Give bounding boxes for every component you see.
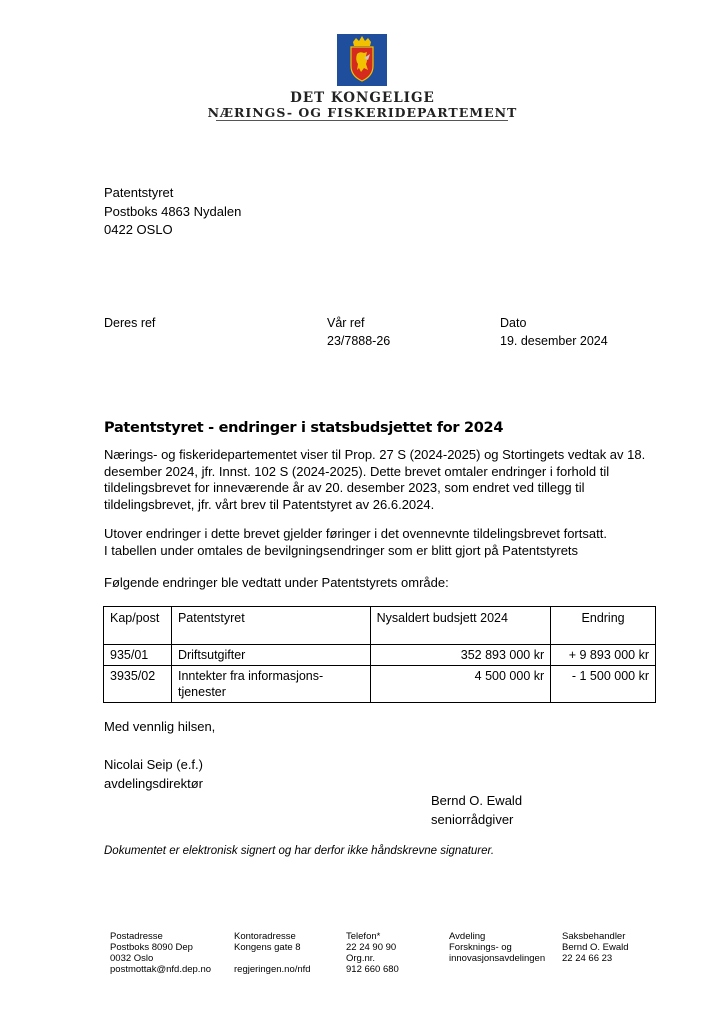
footer-phone-heading: Telefon* bbox=[346, 931, 381, 942]
coat-of-arms-icon bbox=[337, 34, 387, 86]
footer-email: postmottak@nfd.dep.no bbox=[110, 964, 212, 975]
footer-office-blank bbox=[234, 953, 311, 964]
department-line-2: NÆRINGS- OG FISKERIDEPARTEMENT bbox=[207, 105, 518, 120]
signer-2 bbox=[431, 792, 522, 829]
footer-department-heading: Avdeling bbox=[449, 931, 486, 942]
department-line-1: DET KONGELIGE bbox=[290, 90, 435, 106]
footer-office-heading: Kontoradresse bbox=[234, 931, 296, 942]
footer-office bbox=[234, 931, 311, 975]
footer-phone bbox=[346, 931, 399, 975]
signature-note: Dokumentet er elektronisk signert og har derfor ikke håndskrevne signaturer. bbox=[104, 845, 495, 857]
greeting: Med vennlig hilsen, bbox=[104, 719, 216, 734]
footer-case-officer bbox=[562, 931, 629, 964]
footer-phone-number: 22 24 90 90 bbox=[346, 942, 397, 953]
cell-kap-post: 935/01 bbox=[104, 645, 172, 666]
signer-1 bbox=[104, 756, 203, 793]
footer-department-line-2: innovasjonsavdelingen bbox=[449, 953, 546, 964]
col-header-patentstyret: Patentstyret bbox=[171, 607, 370, 645]
paragraph-2-line-1: Utover endringer i dette brevet gjelder føringer i det ovennevnte tildelingsbrevet fortsatt. bbox=[104, 526, 607, 541]
cell-change: + 9 893 000 kr bbox=[551, 645, 656, 666]
recipient-city: 0422 OSLO bbox=[104, 222, 173, 237]
recipient-street: Postboks 4863 Nydalen bbox=[104, 203, 242, 219]
signer-2-title: seniorrådgiver bbox=[431, 811, 514, 827]
cell-budget: 4 500 000 kr bbox=[370, 666, 551, 703]
cell-description: Inntekter fra informasjons-tjenester bbox=[171, 666, 370, 703]
footer-case-officer-name: Bernd O. Ewald bbox=[562, 942, 629, 953]
recipient-address bbox=[104, 184, 241, 240]
signer-1-name: Nicolai Seip (e.f.) bbox=[104, 757, 203, 772]
footer-website: regjeringen.no/nfd bbox=[234, 964, 311, 975]
footer-office-street: Kongens gate 8 bbox=[234, 942, 301, 953]
cell-kap-post: 3935/02 bbox=[104, 666, 172, 703]
letter-subject: Patentstyret - endringer i statsbudsjettet for 2024 bbox=[104, 420, 504, 436]
paragraph-2-line-2: I tabellen under omtales de bevilgningsendringer som er blitt gjort på Patentstyrets bbox=[104, 542, 579, 558]
col-header-endring: Endring bbox=[551, 607, 656, 645]
signer-2-name: Bernd O. Ewald bbox=[431, 793, 523, 808]
table-header-row bbox=[104, 607, 656, 645]
footer-case-officer-phone: 22 24 66 23 bbox=[562, 953, 613, 964]
dato-label: Dato bbox=[500, 316, 527, 330]
paragraph-2 bbox=[104, 526, 684, 559]
footer-postal-heading: Postadresse bbox=[110, 931, 163, 942]
recipient-name: Patentstyret bbox=[104, 185, 174, 200]
header-divider bbox=[216, 120, 508, 121]
cell-change: - 1 500 000 kr bbox=[551, 666, 656, 703]
table-row bbox=[104, 666, 656, 703]
footer-department-line-1: Forsknings- og bbox=[449, 942, 512, 953]
col-header-kap-post: Kap/post bbox=[104, 607, 172, 645]
footer-orgnr-heading: Org.nr. bbox=[346, 953, 376, 964]
footer-department bbox=[449, 931, 545, 964]
footer-orgnr: 912 660 680 bbox=[346, 964, 399, 975]
footer-postal bbox=[110, 931, 211, 975]
cell-budget: 352 893 000 kr bbox=[370, 645, 551, 666]
dato-value: 19. desember 2024 bbox=[500, 334, 608, 348]
budget-table bbox=[103, 606, 656, 703]
paragraph-3: Følgende endringer ble vedtatt under Patentstyrets område: bbox=[104, 575, 449, 590]
footer-case-officer-heading: Saksbehandler bbox=[562, 931, 626, 942]
table-row bbox=[104, 645, 656, 666]
col-header-budsjett: Nysaldert budsjett 2024 bbox=[370, 607, 551, 645]
var-ref-value: 23/7888-26 bbox=[327, 334, 391, 348]
footer-postal-city: 0032 Oslo bbox=[110, 953, 154, 964]
cell-description: Driftsutgifter bbox=[171, 645, 370, 666]
signer-1-title: avdelingsdirektør bbox=[104, 775, 203, 791]
footer-postal-box: Postboks 8090 Dep bbox=[110, 942, 193, 953]
paragraph-1: Nærings- og fiskeridepartementet viser til Prop. 27 S (2024-2025) og Stortingets vedtak av 18. desember 2024, jfr. Innst. 102 S (2024-2025). Dette brevet omtaler endringer i forhold til tildelingsbrevet for inneværende år av 20. desember 2023, som endret ved tillegg til tildelingsbrevet, jfr. vårt brev til Patentstyret av 26.6.2024. bbox=[104, 447, 646, 512]
var-ref-label: Vår ref bbox=[327, 316, 365, 330]
deres-ref-label: Deres ref bbox=[104, 316, 156, 330]
